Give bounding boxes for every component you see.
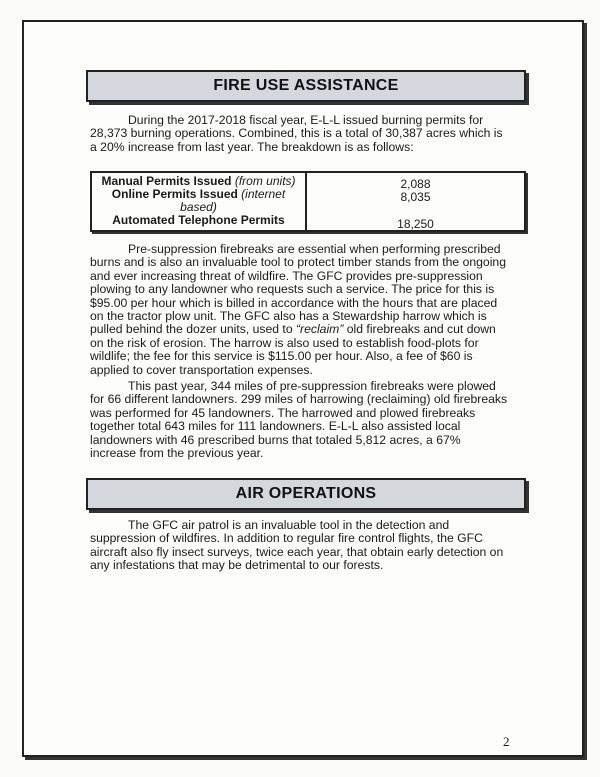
permit-row-label: Manual Permits Issued (from units) — [101, 174, 296, 188]
air-operations-header — [86, 478, 526, 510]
air-operations-paragraph: The GFC air patrol is an invaluable tool in the detection and suppression of wildfires. In addition to regular fire control flights, the GFC aircraft also fly insect surveys, twice each year, that obtain early detection on any infestations that may be detrimental to our forests. — [90, 518, 504, 573]
miles-paragraph: This past year, 344 miles of pre-suppression firebreaks were plowed for 66 different landowners. 299 miles of harrowing (reclaiming) old firebreaks was performed for 45 landowners. The harrowed and plowed firebreaks together total 643 miles for 111 landowners. E-L-L also assisted local landowners with 46 prescribed burns that totaled 5,812 acres, a 67% increase from the previous year. — [90, 379, 508, 461]
permit-row-label: Automated Telephone Permits — [112, 213, 285, 227]
page-number: 2 — [503, 734, 510, 749]
permits-labels-column — [92, 173, 307, 230]
permit-row-value: 18,250 — [397, 217, 434, 231]
section-title: FIRE USE ASSISTANCE — [213, 77, 399, 94]
permit-row-value: 8,035 — [400, 190, 431, 204]
permit-row-label: Online Permits Issued (internet based) — [111, 187, 286, 214]
section-title: AIR OPERATIONS — [235, 485, 377, 502]
permit-row-value: 2,088 — [400, 177, 431, 191]
fire-intro-paragraph: During the 2017-2018 fiscal year, E-L-L issued burning permits for 28,373 burning operations. Combined, this is a total of 30,387 acres which is a 20% increase from last year. The breakdown is as follows: — [90, 113, 503, 154]
reclaim-term: “reclaim” — [295, 322, 344, 337]
firebreaks-paragraph: Pre-suppression firebreaks are essential when performing prescribed burns and is also an invaluable tool to protect timber stands from the ongoing and ever increasing threat of wildfire. The GFC provides pre-suppression plowing to any landowner who requests such a service. The price for this is $95.00 per hour which is billed in accordance with the hours that are placed on the tractor plow unit. The GFC also has a Stewardship harrow which is pulled behind the dozer units, used to “reclaim” old firebreaks and cut down on the risk of erosion. The harrow is also used to establish food-plots for wildlife; the fee for this service is $115.00 per hour. Also, a fee of $60 is applied to cover transportation expenses. — [90, 242, 506, 377]
fire-use-assistance-header — [86, 70, 526, 102]
permits-values-column — [307, 173, 524, 230]
permits-table — [90, 171, 526, 232]
